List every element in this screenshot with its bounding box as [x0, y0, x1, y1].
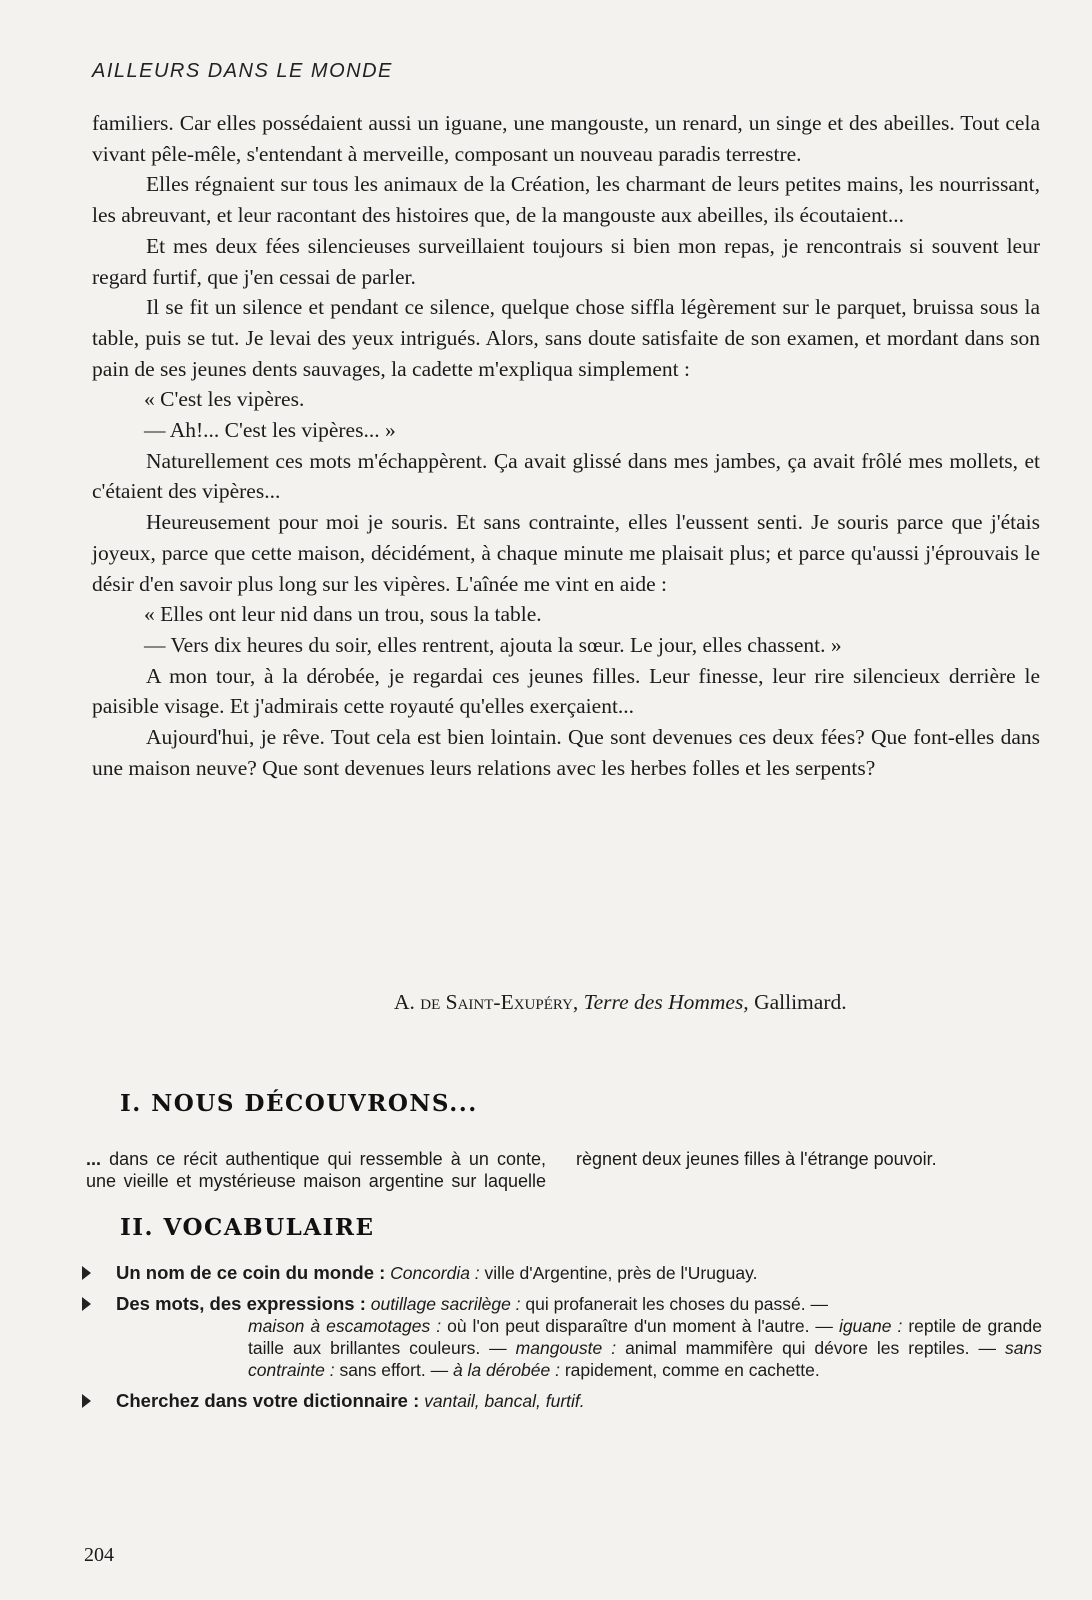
- vocab-term: outillage sacrilège :: [370, 1294, 521, 1314]
- vocab-definition: animal mammifère qui dévore les reptiles. —: [625, 1338, 997, 1358]
- vocab-lead: Cherchez dans votre dictionnaire :: [116, 1390, 420, 1411]
- section-heading-vocabulary: II. VOCABULAIRE: [120, 1214, 375, 1241]
- vocab-definition: sans effort. —: [339, 1360, 449, 1380]
- paragraph-6: Heureusement pour moi je souris. Et sans contrainte, elles l'eussent senti. Je souris parce que j'étais joyeux, parce que cette maison, décidément, à chaque minute me plaisait plus; et parce qu'aussi j'éprouvais le désir d'en savoir plus long sur les vipères. L'aînée me vint en aide :: [92, 510, 1040, 596]
- discover-body: dans ce récit authentique qui ressemble à un conte, une vieille et mystérieuse maison argentine sur laquelle règnent deux jeunes filles à l'étrange pouvoir.: [86, 1149, 937, 1191]
- vocab-lead: Un nom de ce coin du monde :: [116, 1262, 386, 1283]
- vocab-term: mangouste :: [515, 1338, 617, 1358]
- work-title: Terre des Hommes,: [583, 990, 749, 1014]
- paragraph-4: Il se fit un silence et pendant ce silence, quelque chose siffla légèrement sur le parquet, bruissa sous la table, puis se tut. Je levai des yeux intrigués. Alors, sans doute satisfaite de son examen, et mordant dans son pain de ses jeunes dents sauvages, la cadette m'expliqua simplement :: [92, 295, 1040, 381]
- vocab-definition: ville d'Argentine, près de l'Uruguay.: [484, 1263, 758, 1283]
- page-number: 204: [84, 1544, 114, 1566]
- attribution: [394, 990, 847, 1015]
- paragraph-2: Elles régnaient sur tous les animaux de la Création, les charmant de leurs petites mains, les nourrissant, les abreuvant, et leur racontant des histoires que, de la mangouste aux abeilles, ils écoutaient...: [92, 172, 1040, 228]
- vocab-definition: où l'on peut disparaître d'un moment à l'autre. —: [447, 1316, 833, 1336]
- vocab-item-words: [82, 1293, 1042, 1381]
- vocab-definition: qui profanerait les choses du passé. —: [525, 1294, 828, 1314]
- dialogue-line-1: « C'est les vipères.: [144, 387, 305, 412]
- running-head: AILLEURS DANS LE MONDE: [92, 60, 393, 82]
- dialogue-line-3: « Elles ont leur nid dans un trou, sous la table.: [144, 602, 542, 627]
- vocab-item-dictionary: [82, 1390, 1042, 1412]
- vocab-term: maison à escamotages :: [248, 1316, 442, 1336]
- vocab-continuation: [116, 1315, 1042, 1381]
- paragraph-1: familiers. Car elles possédaient aussi un iguane, une mangouste, un renard, un singe et des abeilles. Tout cela vivant pêle-mêle, s'entendant à merveille, composant un nouveau paradis terrestre.: [92, 111, 1040, 166]
- vocabulary-list: [82, 1262, 1042, 1421]
- vocab-definition: rapidement, comme en cachette.: [564, 1360, 820, 1380]
- paragraph-5: Naturellement ces mots m'échappèrent. Ça avait glissé dans mes jambes, ça avait frôlé mes mollets, et c'étaient des vipères...: [92, 448, 1040, 504]
- story-text: [92, 108, 1040, 783]
- vocab-term: iguane :: [838, 1316, 903, 1336]
- triangle-bullet-icon: [82, 1394, 91, 1408]
- triangle-bullet-icon: [82, 1297, 91, 1311]
- vocab-term: Concordia :: [390, 1263, 480, 1283]
- dialogue-line-4: — Vers dix heures du soir, elles rentrent, ajouta la sœur. Le jour, elles chassent. »: [144, 632, 842, 657]
- author-name: A. de Saint-Exupéry,: [394, 990, 579, 1014]
- vocab-lead: Des mots, des expressions :: [116, 1293, 366, 1314]
- publisher-name: Gallimard.: [754, 990, 847, 1014]
- paragraph-3: Et mes deux fées silencieuses surveillaient toujours si bien mon repas, je rencontrais si souvent leur regard furtif, que j'en cessai de parler.: [92, 233, 1040, 289]
- discover-text: [86, 1148, 1036, 1192]
- vocab-term: à la dérobée :: [452, 1360, 560, 1380]
- paragraph-7: A mon tour, à la dérobée, je regardai ces jeunes filles. Leur finesse, leur rire silencieux derrière le paisible visage. Et j'admirais cette royauté qu'elles exerçaient...: [92, 663, 1040, 719]
- paragraph-8: Aujourd'hui, je rêve. Tout cela est bien lointain. Que sont devenues ces deux fées? Que font-elles dans une maison neuve? Que sont devenues leurs relations avec les herbes folles et les serpents?: [92, 725, 1040, 780]
- section-heading-discover: I. NOUS DÉCOUVRONS...: [120, 1090, 478, 1117]
- vocab-item-place: [82, 1262, 1042, 1284]
- dialogue-line-2: — Ah!... C'est les vipères... »: [144, 418, 396, 443]
- vocab-term: sans contrainte :: [248, 1338, 1042, 1380]
- vocab-terms: vantail, bancal, furtif.: [424, 1391, 585, 1411]
- ellipsis-lead: ...: [86, 1149, 102, 1169]
- vocab-definition: reptile de grande taille aux brillantes couleurs. —: [248, 1316, 1042, 1358]
- triangle-bullet-icon: [82, 1266, 91, 1280]
